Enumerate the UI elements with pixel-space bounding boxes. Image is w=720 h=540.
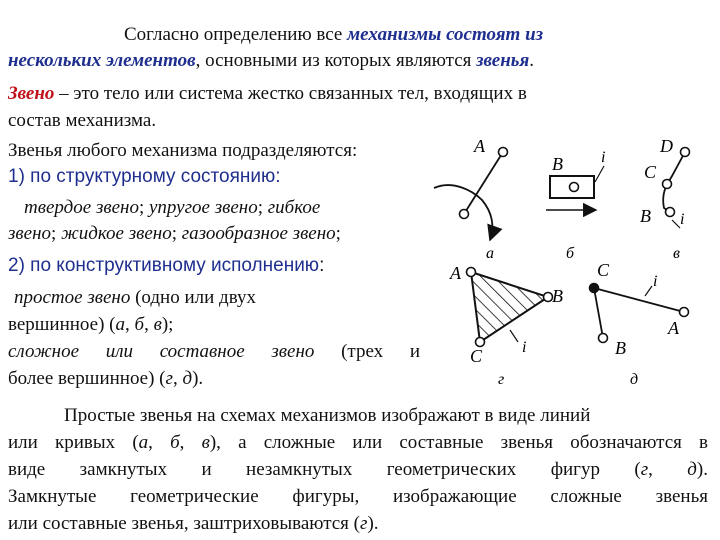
label-d: D — [660, 136, 673, 156]
joint-d — [681, 148, 690, 157]
para2-line-5: или составные звенья, заштриховываются (г). — [8, 513, 379, 534]
label-c: C — [470, 346, 483, 366]
para2-line-4: Замкнутые геометрические фигуры, изображающие сложные звенья — [8, 486, 708, 507]
line-4: состав механизма. — [8, 110, 157, 131]
label-c: C — [597, 260, 610, 280]
joint-c — [663, 180, 672, 189]
label-a: A — [668, 318, 679, 338]
hatched-triangle — [471, 272, 548, 342]
label-b: B — [640, 206, 651, 226]
para2-line-2: или кривых (а, б, в), а сложные или составные звенья обозначаются в — [8, 432, 709, 453]
line-5: Звенья любого механизма подразделяются: — [8, 140, 358, 161]
label-i: i — [522, 339, 527, 356]
line-12: сложное или составное звено (трех и — [8, 341, 420, 362]
label-b: B — [552, 286, 563, 306]
figure-d — [590, 260, 689, 388]
line-13: более вершинное) (г, д). — [8, 368, 204, 389]
figure-v — [640, 136, 690, 262]
label-i: i — [601, 149, 606, 166]
figure-a — [434, 136, 508, 262]
caption-v: в — [673, 245, 680, 262]
line-9: 2) по конструктивному исполнению: — [8, 255, 325, 276]
label-b: B — [615, 338, 626, 358]
line-1: Согласно определению все механизмы состоят из — [124, 24, 544, 45]
label-i: i — [680, 211, 685, 228]
link-ca — [594, 288, 684, 312]
label-a: A — [450, 263, 461, 283]
line-10: простое звено (одно или двух — [14, 287, 257, 308]
joint-end — [460, 210, 469, 219]
caption-a: а — [486, 245, 494, 262]
leader-i — [672, 220, 680, 228]
label-i: i — [653, 273, 658, 290]
line-7: твердое звено; упругое звено; гибкое — [24, 197, 321, 218]
joint-b — [599, 334, 608, 343]
figure-b — [546, 149, 605, 262]
line-3: Звено – это тело или система жестко связанных тел, входящих в — [8, 83, 527, 104]
joint-a — [680, 308, 689, 317]
figure-g — [449, 263, 563, 388]
para2-line-1: Простые звенья на схемах механизмов изображают в виде линий — [64, 405, 591, 426]
link-line — [464, 152, 503, 214]
caption-g: г — [498, 371, 505, 388]
para2-line-3: виде замкнутых и незамкнутых геометрических фигур (г, д). — [8, 459, 708, 480]
joint-a — [499, 148, 508, 157]
caption-b: б — [566, 245, 575, 262]
leader-i — [645, 286, 652, 296]
line-6: 1) по структурному состоянию: — [8, 166, 281, 187]
joint-c — [590, 284, 599, 293]
joint-a — [467, 268, 476, 277]
line-2: нескольких элементов, основными из которых являются звенья. — [8, 50, 535, 71]
line-11: вершинное) (а, б, в); — [8, 314, 174, 335]
label-b: B — [552, 154, 563, 174]
label-a: A — [474, 136, 485, 156]
label-c: C — [644, 162, 657, 182]
link-cb — [594, 288, 603, 338]
leader-i — [510, 330, 518, 342]
caption-d: д — [630, 371, 639, 388]
line-8: звено; жидкое звено; газообразное звено; — [8, 223, 341, 244]
slider-joint — [570, 183, 579, 192]
leader-i — [595, 166, 604, 182]
joint-b — [666, 208, 675, 217]
